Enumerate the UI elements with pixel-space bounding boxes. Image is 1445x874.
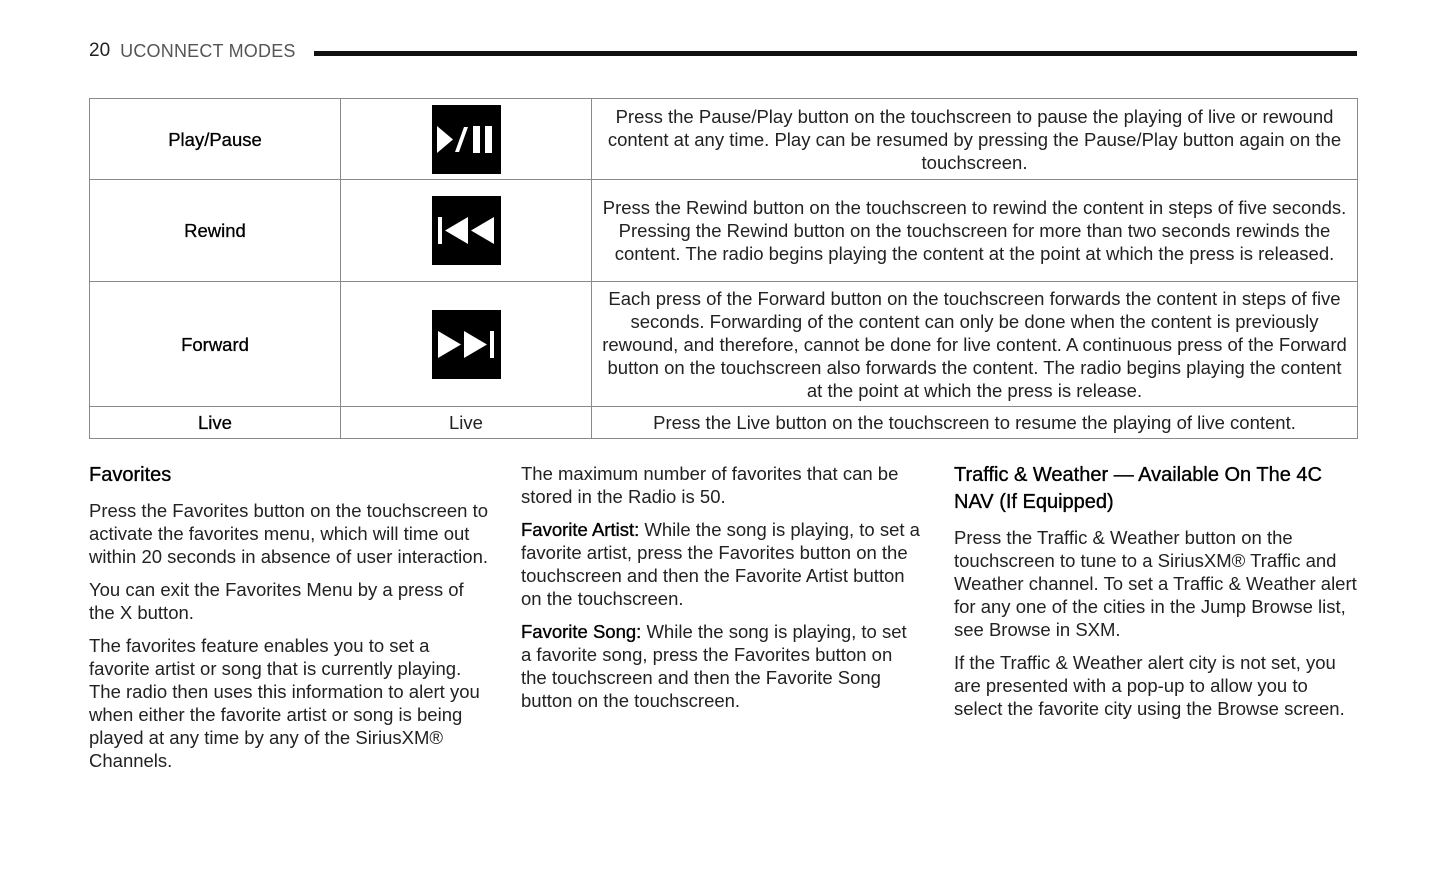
play-pause-icon: [432, 105, 501, 174]
icon-cell: [341, 282, 592, 407]
favorites-continued-column: [521, 462, 921, 722]
row-description: Press the Live button on the touchscreen to resume the playing of live content.: [592, 407, 1358, 439]
favorites-column: [89, 462, 489, 782]
favorites-heading: Favorites: [89, 464, 172, 486]
paragraph: You can exit the Favorites Menu by a press of the X button.: [89, 579, 464, 623]
row-name: Rewind: [90, 180, 341, 282]
controls-table: [89, 98, 1358, 439]
row-description: Each press of the Forward button on the touchscreen forwards the content in steps of five seconds. Forwarding of the content can only be done when the content is previously rewound, and therefore, cannot be done for live content. A continuous press of the Forward button on the touchscreen also forwards the content. The radio begins playing the content at the point at which the press is release.: [592, 282, 1358, 407]
favorite-song-paragraph: [521, 620, 921, 712]
page-header: [89, 38, 1357, 64]
paragraph: Press the Favorites button on the touchscreen to activate the favorites menu, which will time out within 20 seconds in absence of user interaction.: [89, 500, 489, 567]
paragraph: The maximum number of favorites that can be stored in the Radio is 50.: [521, 463, 899, 507]
row-name: Live: [90, 407, 341, 439]
row-name: Forward: [90, 282, 341, 407]
paragraph: Press the Traffic & Weather button on the touchscreen to tune to a SiriusXM® Traffic and Weather channel. To set a Traffic & Weather alert for any one of the cities in the Jump Browse list, see Browse in SXM.: [954, 527, 1357, 640]
rewind-icon: [432, 196, 501, 265]
row-description: Press the Pause/Play button on the touchscreen to pause the playing of live or rewound content at any time. Play can be resumed by pressing the Pause/Play button again on the touchscreen.: [592, 99, 1358, 180]
live-label: Live: [341, 407, 592, 439]
table-row: [90, 407, 1358, 439]
forward-icon: [432, 310, 501, 379]
favorite-song-text: While the song is playing, to set a favorite song, press the Favorites button on the touchscreen and then the Favorite Song button on the touchscreen.: [521, 621, 907, 711]
row-name: Play/Pause: [90, 99, 341, 180]
table-row: [90, 99, 1358, 180]
favorite-artist-lead: Favorite Artist:: [521, 519, 640, 540]
icon-cell: [341, 99, 592, 180]
page-number: 20: [89, 40, 111, 61]
table-row: [90, 282, 1358, 407]
favorite-artist-text: While the song is playing, to set a favorite artist, press the Favorites button on the touchscreen and then the Favorite Artist button on the touchscreen.: [521, 519, 920, 609]
favorite-song-lead: Favorite Song:: [521, 621, 642, 642]
paragraph: If the Traffic & Weather alert city is not set, you are presented with a pop-up to allow you to select the favorite city using the Browse screen.: [954, 652, 1345, 719]
section-title: UCONNECT MODES: [120, 40, 296, 61]
paragraph: The favorites feature enables you to set a favorite artist or song that is currently playing. The radio then uses this information to alert you when either the favorite artist or song is being played at any time by any of the SiriusXM® Channels.: [89, 635, 480, 771]
traffic-column: [954, 462, 1359, 730]
favorite-artist-paragraph: [521, 518, 921, 610]
icon-cell: [341, 180, 592, 282]
table-row: [90, 180, 1358, 282]
header-rule: [314, 51, 1357, 56]
traffic-heading: Traffic & Weather — Available On The 4C NAV (If Equipped): [954, 464, 1322, 513]
row-description: Press the Rewind button on the touchscreen to rewind the content in steps of five seconds. Pressing the Rewind button on the touchscreen for more than two seconds rewinds the content. The radio begins playing the content at the point at which the press is released.: [592, 180, 1358, 282]
